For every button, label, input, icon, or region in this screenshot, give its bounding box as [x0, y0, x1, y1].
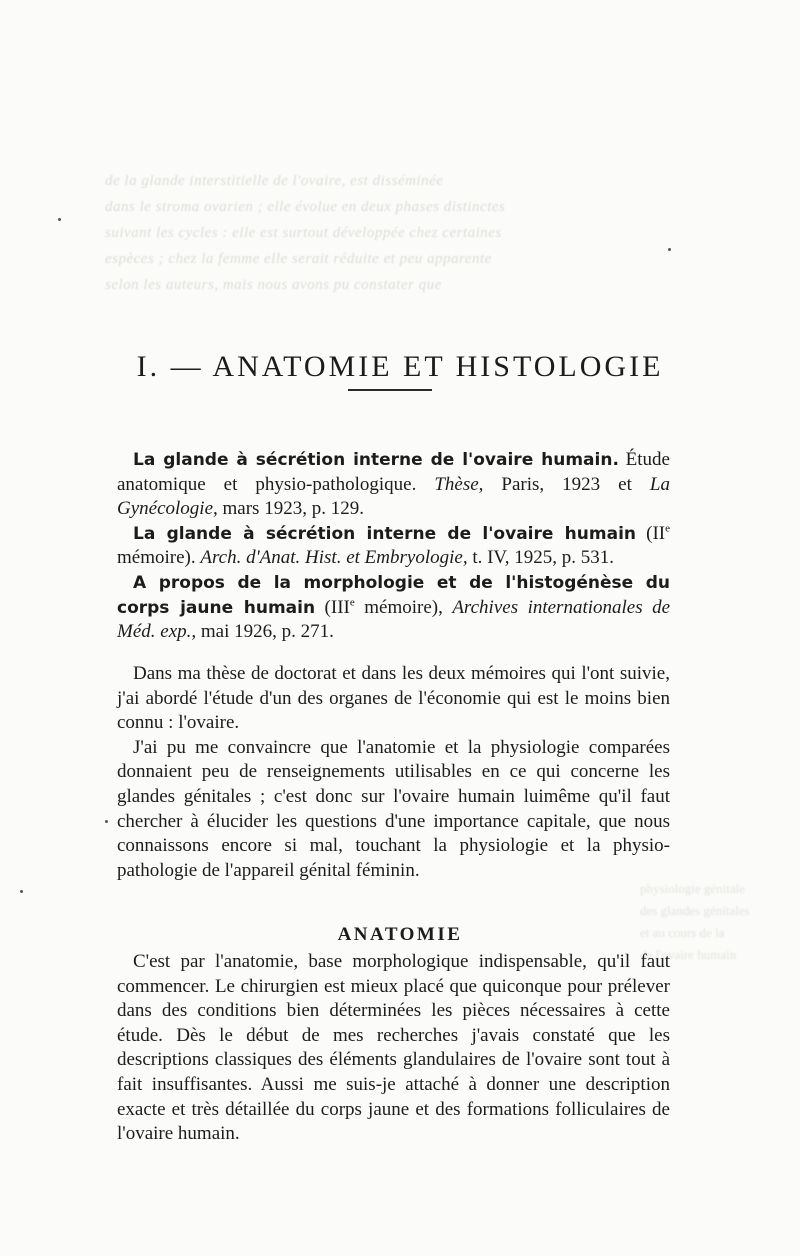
reference-journal: La Gynécologie, — [117, 473, 670, 520]
paper-speck — [105, 820, 108, 823]
reference-text: (III — [315, 596, 350, 618]
paragraph: Dans ma thèse de doctorat et dans les deux mémoires qui l'ont suivie, j'ai abordé l'étude d'un des organes de l'économie qui est le moins bien connu : l'ovaire. — [117, 663, 670, 734]
reference-1 — [117, 448, 670, 522]
reference-text: mémoire). — [117, 547, 201, 569]
bleed-line: des glandes génitales — [640, 903, 750, 918]
section-heading: ANATOMIE — [337, 923, 463, 945]
reference-3 — [117, 571, 670, 645]
reference-text: (II — [636, 522, 666, 544]
bleed-through-text — [105, 168, 685, 298]
bleed-line: physiologie génitale — [640, 881, 746, 896]
bleed-line: selon les auteurs, mais nous avons pu constater que — [105, 277, 442, 293]
reference-2 — [117, 522, 670, 571]
paragraph: J'ai pu me convaincre que l'anatomie et la physiologie comparées donnaient peu de renseignements utilisables en ce qui concerne les glandes génitales ; c'est donc sur l'ovaire humain luimême qu'il faut chercher à élucider les questions d'une importance capitale, que nous connaissons encore si mal, touchant la physiologie et la physio-pathologie de l'appareil génital féminin. — [117, 736, 670, 881]
paper-speck — [668, 248, 671, 251]
reference-text: Paris, 1923 et — [483, 473, 650, 495]
reference-text: Étude anatomique et physio-pathologique. — [117, 449, 670, 495]
chapter-title: I. — ANATOMIE ET HISTOLOGIE — [136, 350, 664, 384]
paper-speck — [58, 218, 61, 221]
bleed-line: dans le stroma ovarien ; elle évolue en deux phases distinctes — [105, 199, 506, 215]
reference-journal: Archives internationales de Méd. exp., — [117, 596, 671, 643]
bleed-line: espèces ; chez la femme elle serait réduite et peu apparente — [105, 251, 492, 267]
bleed-line: suivant les cycles : elle est surtout développée chez certaines — [105, 225, 502, 241]
reference-journal: Thèse, — [434, 473, 484, 495]
title-rule — [348, 389, 432, 391]
reference-superscript: e — [665, 522, 670, 535]
intro-section — [117, 662, 670, 883]
reference-journal: Arch. d'Anat. Hist. et Embryologie, — [200, 547, 468, 569]
paragraph: C'est par l'anatomie, base morphologique indispensable, qu'il faut commencer. Le chirurgien est mieux placé que quiconque pour prélever dans des conditions bien déterminées les pièces nécessaires à cette étude. Dès le début de mes recherches j'avais constaté que les descriptions classiques des éléments glandulaires de l'ovaire sont tout à fait insuffisantes. Aussi me suis-je attaché à donner une description exacte et très détaillée du corps jaune et des formations folliculaires de l'ovaire humain. — [117, 951, 670, 1145]
bleed-line: de l'ovaire humain — [640, 947, 737, 962]
reference-text: t. IV, 1925, p. 531. — [467, 547, 614, 569]
reference-text: mars 1923, p. 129. — [217, 498, 364, 520]
reference-title: La glande à sécrétion interne de l'ovaire humain — [133, 523, 637, 544]
reference-title: La glande à sécrétion interne de l'ovaire humain. — [133, 450, 619, 470]
bleed-line: et au cours de la — [640, 925, 725, 940]
reference-title: A propos de la morphologie et de l'histogénèse du corps jaune humain — [117, 572, 670, 618]
reference-list — [117, 448, 670, 645]
reference-superscript: e — [349, 596, 355, 609]
paper-speck — [20, 890, 23, 893]
reference-text: mai 1926, p. 271. — [196, 621, 334, 643]
bleed-line: de la glande interstitielle de l'ovaire, est disséminée — [105, 173, 444, 189]
reference-text: mémoire), — [354, 596, 453, 618]
anatomie-section — [117, 950, 670, 1147]
